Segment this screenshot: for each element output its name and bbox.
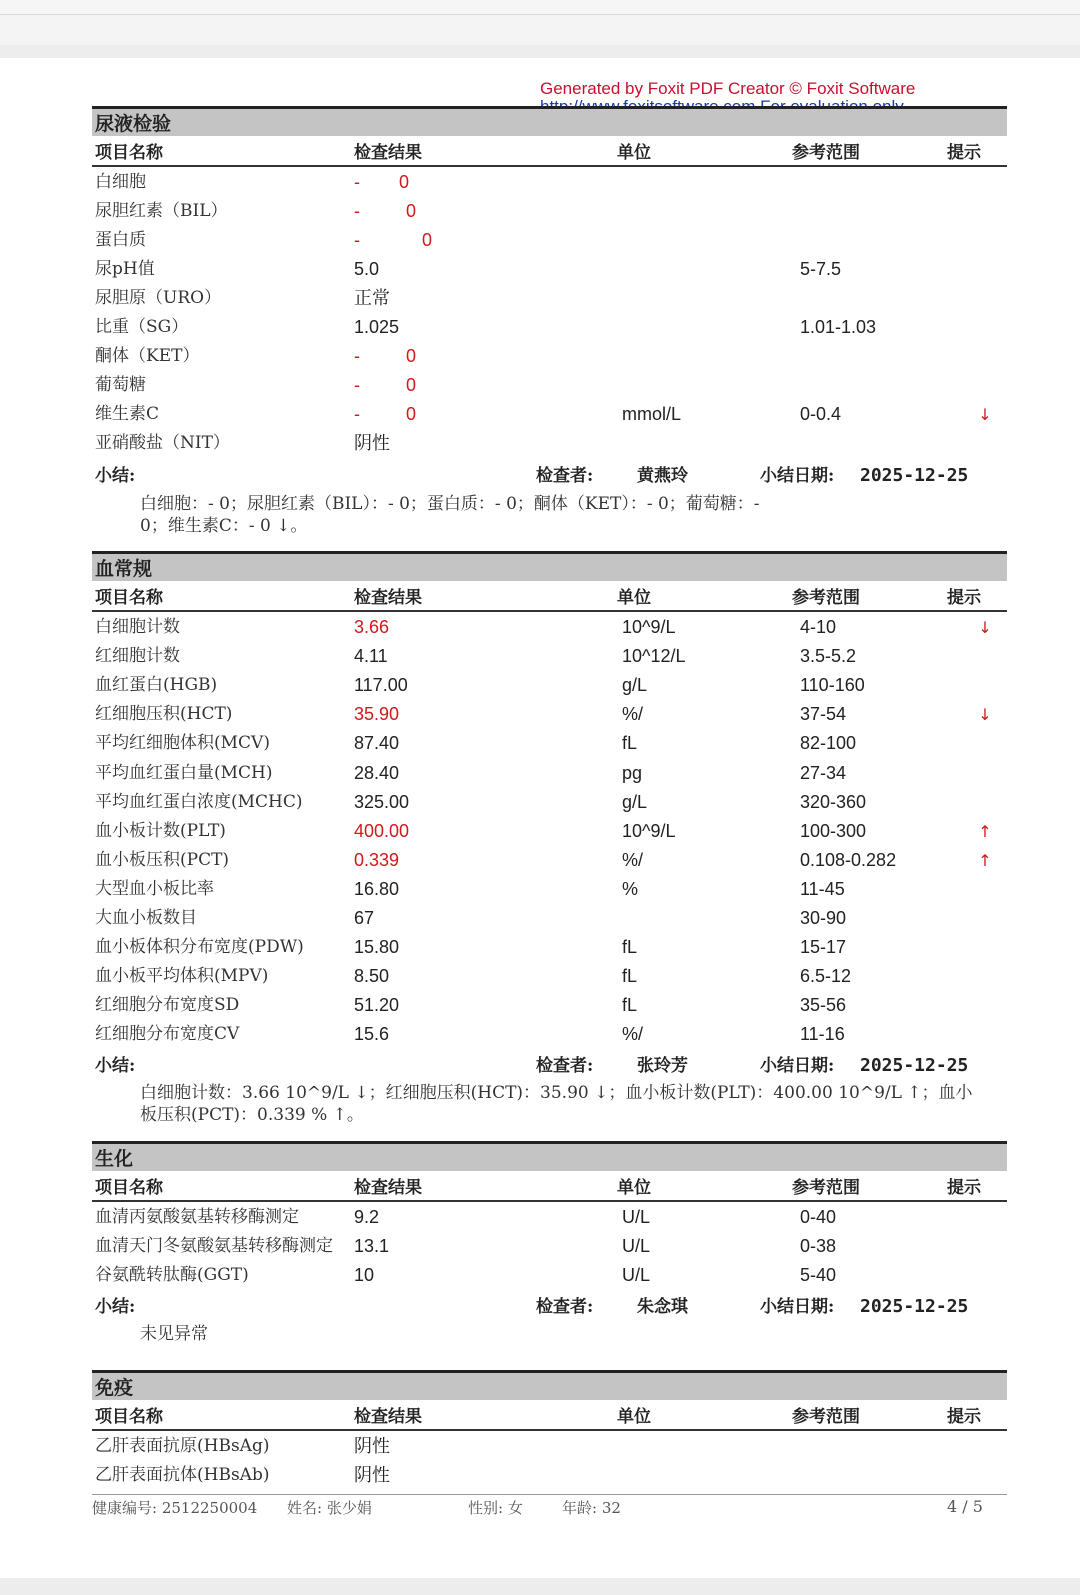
row-reference-range: 0-38	[800, 1236, 837, 1256]
row-unit: fL	[622, 937, 638, 958]
row-name: 大血小板数目	[95, 908, 197, 928]
col-flag: 提示	[947, 1178, 981, 1198]
footer-age: 年龄: 32	[562, 1499, 621, 1517]
table-row	[92, 933, 1007, 962]
summary-date: 2025-12-25	[860, 1055, 969, 1076]
row-name: 平均血红蛋白浓度(MCHC)	[95, 791, 303, 812]
table-row	[92, 400, 1007, 429]
row-reference-range: 4-10	[800, 617, 837, 637]
table-row	[92, 729, 1007, 758]
col-name: 项目名称	[95, 588, 163, 608]
blood-summary-header	[92, 1051, 1007, 1081]
table-row	[92, 226, 1007, 255]
row-result: 117.00	[354, 675, 408, 696]
date-label: 小结日期:	[760, 1056, 835, 1076]
summary-line-2: 0；维生素C：- 0 ↓。	[140, 516, 308, 536]
col-flag: 提示	[947, 143, 981, 163]
row-name: 亚硝酸盐（NIT）	[95, 433, 230, 453]
row-name: 比重（SG）	[95, 317, 189, 337]
col-result: 检查结果	[354, 588, 422, 608]
result-zero: 0	[399, 172, 410, 192]
row-name: 血小板计数(PLT)	[95, 820, 226, 841]
table-row	[92, 1432, 1007, 1461]
row-result	[354, 168, 474, 197]
row-result: 9.2	[354, 1207, 380, 1227]
summary-date: 2025-12-25	[860, 465, 969, 486]
row-reference-range: 320-360	[800, 791, 867, 812]
row-result: 1.025	[354, 317, 400, 337]
row-result: 8.50	[354, 966, 390, 987]
inspector-name: 张玲芳	[637, 1056, 688, 1076]
inspector-label: 检查者:	[536, 466, 594, 486]
row-result: 5.0	[354, 259, 380, 279]
row-unit: 10^12/L	[622, 646, 686, 667]
table-row	[92, 613, 1007, 642]
row-unit: fL	[622, 966, 638, 987]
col-ref: 参考范围	[792, 143, 860, 163]
footer-gender: 性别: 女	[468, 1499, 523, 1517]
result-dash: -	[354, 404, 360, 424]
result-zero: 0	[406, 375, 417, 395]
col-result: 检查结果	[354, 143, 422, 163]
result-dash: -	[354, 201, 360, 221]
row-reference-range: 82-100	[800, 733, 857, 754]
table-row	[92, 700, 1007, 729]
table-row	[92, 1020, 1007, 1049]
column-header-immune	[92, 1402, 1007, 1431]
row-flag-arrow: ↓	[978, 618, 992, 637]
row-reference-range: 15-17	[800, 937, 847, 958]
row-result: 10	[354, 1265, 375, 1285]
result-dash: -	[354, 375, 360, 395]
col-unit: 单位	[617, 1407, 651, 1427]
row-result: 阴性	[354, 1436, 390, 1456]
viewer-top-strip	[0, 0, 1080, 15]
footer-name: 姓名: 张少娟	[287, 1499, 372, 1517]
section-title-blood: 血常规	[92, 551, 1007, 581]
row-reference-range: 11-16	[800, 1024, 845, 1045]
col-unit: 单位	[617, 143, 651, 163]
summary-line-1: 白细胞：- 0；尿胆红素（BIL）：- 0；蛋白质：- 0；酮体（KET）：- 0；葡萄糖：-	[140, 494, 760, 514]
biochem-summary-text	[140, 1323, 990, 1345]
table-row	[92, 962, 1007, 991]
blood-summary-text	[140, 1082, 990, 1126]
row-reference-range: 37-54	[800, 704, 847, 725]
row-unit: fL	[622, 733, 638, 754]
table-row	[92, 875, 1007, 904]
summary-label: 小结:	[95, 466, 136, 486]
row-result: 28.40	[354, 762, 400, 783]
row-result: 325.00	[354, 791, 410, 812]
table-row	[92, 429, 1007, 458]
watermark-line-1: Generated by Foxit PDF Creator © Foxit Software	[540, 79, 916, 98]
row-unit: mmol/L	[622, 404, 682, 424]
row-name: 平均红细胞体积(MCV)	[95, 733, 270, 754]
biochem-summary-header	[92, 1292, 1007, 1322]
row-unit: g/L	[622, 791, 648, 812]
row-result: 13.1	[354, 1236, 390, 1256]
row-unit: 10^9/L	[622, 617, 676, 637]
inspector-label: 检查者:	[536, 1297, 594, 1317]
row-result: 正常	[354, 288, 390, 308]
row-result: 87.40	[354, 733, 400, 754]
col-result: 检查结果	[354, 1178, 422, 1198]
table-row	[92, 642, 1007, 671]
date-label: 小结日期:	[760, 1297, 835, 1317]
row-reference-range: 5-7.5	[800, 259, 842, 279]
row-flag-arrow: ↓	[978, 405, 992, 424]
row-unit: 10^9/L	[622, 820, 676, 841]
table-row	[92, 846, 1007, 875]
row-reference-range: 30-90	[800, 908, 847, 928]
row-name: 白细胞	[95, 172, 146, 192]
inspector-name: 朱念琪	[637, 1297, 688, 1317]
row-reference-range: 6.5-12	[800, 966, 852, 987]
row-unit: %	[622, 878, 639, 899]
row-result: 400.00	[354, 820, 410, 841]
section-title-biochem: 生化	[92, 1141, 1007, 1171]
row-result	[354, 226, 474, 255]
table-row	[92, 342, 1007, 371]
row-flag-arrow: ↓	[978, 705, 992, 725]
report-page	[0, 58, 1080, 1578]
inspector-label: 检查者:	[536, 1056, 594, 1076]
result-zero: 0	[406, 346, 417, 366]
row-result: 0.339	[354, 849, 400, 870]
col-ref: 参考范围	[792, 588, 860, 608]
row-name: 平均血红蛋白量(MCH)	[95, 762, 273, 783]
result-zero: 0	[406, 201, 417, 221]
table-row	[92, 817, 1007, 846]
row-unit: g/L	[622, 675, 648, 696]
col-name: 项目名称	[95, 143, 163, 163]
row-unit: pg	[622, 762, 643, 783]
row-name: 血小板平均体积(MPV)	[95, 966, 269, 987]
page-footer	[92, 1494, 1007, 1519]
table-row	[92, 313, 1007, 342]
row-result	[354, 400, 474, 429]
table-row	[92, 371, 1007, 400]
row-name: 白细胞计数	[95, 617, 180, 637]
row-result	[354, 342, 474, 371]
result-dash: -	[354, 346, 360, 366]
row-result: 3.66	[354, 617, 390, 637]
table-row	[92, 1261, 1007, 1290]
row-result: 阴性	[354, 433, 390, 453]
row-name: 尿胆原（URO）	[95, 288, 222, 308]
col-ref: 参考范围	[792, 1178, 860, 1198]
footer-page-number: 4 / 5	[947, 1497, 983, 1516]
row-result: 4.11	[354, 646, 388, 667]
column-header-blood	[92, 583, 1007, 612]
row-result: 16.80	[354, 878, 400, 899]
inspector-name: 黄燕玲	[637, 466, 688, 486]
row-name: 血红蛋白(HGB)	[95, 675, 218, 696]
row-flag-arrow: ↑	[978, 821, 992, 841]
row-result: 阴性	[354, 1465, 390, 1485]
row-reference-range: 27-34	[800, 762, 847, 783]
summary-date: 2025-12-25	[860, 1296, 969, 1317]
date-label: 小结日期:	[760, 466, 835, 486]
column-header-urine	[92, 138, 1007, 167]
row-reference-range: 3.5-5.2	[800, 646, 857, 667]
row-result: 67	[354, 908, 375, 928]
row-name: 维生素C	[95, 404, 160, 424]
viewer-toolbar-area	[0, 15, 1080, 45]
row-name: 大型血小板比率	[95, 878, 214, 899]
row-reference-range: 1.01-1.03	[800, 317, 877, 337]
row-result: 15.80	[354, 937, 400, 958]
table-row	[92, 1461, 1007, 1490]
row-name: 蛋白质	[95, 230, 146, 250]
table-row	[92, 1203, 1007, 1232]
row-name: 红细胞压积(HCT)	[95, 704, 233, 725]
urine-summary-header	[92, 461, 1007, 491]
col-name: 项目名称	[95, 1407, 163, 1427]
row-reference-range: 0-0.4	[800, 404, 842, 424]
summary-label: 小结:	[95, 1297, 136, 1317]
col-result: 检查结果	[354, 1407, 422, 1427]
row-name: 血清丙氨酸氨基转移酶测定	[95, 1207, 299, 1227]
row-unit: %/	[622, 704, 644, 725]
row-result: 35.90	[354, 704, 400, 725]
row-unit: U/L	[622, 1265, 651, 1285]
row-unit: U/L	[622, 1207, 651, 1227]
row-name: 红细胞计数	[95, 646, 180, 667]
result-zero: 0	[422, 230, 433, 250]
table-row	[92, 284, 1007, 313]
row-reference-range: 5-40	[800, 1265, 837, 1285]
row-name: 谷氨酰转肽酶(GGT)	[95, 1265, 249, 1285]
row-name: 血清天门冬氨酸氨基转移酶测定	[95, 1236, 333, 1256]
col-ref: 参考范围	[792, 1407, 860, 1427]
row-reference-range: 110-160	[800, 675, 865, 696]
row-result	[354, 371, 474, 400]
table-row	[92, 759, 1007, 788]
table-row	[92, 1232, 1007, 1261]
row-unit: %/	[622, 849, 644, 870]
row-result: 15.6	[354, 1024, 390, 1045]
table-row	[92, 197, 1007, 226]
table-row	[92, 168, 1007, 197]
row-name: 红细胞分布宽度CV	[95, 1024, 240, 1045]
row-reference-range: 0.108-0.282	[800, 849, 897, 870]
row-result: 51.20	[354, 995, 400, 1016]
row-unit: fL	[622, 995, 638, 1016]
row-reference-range: 35-56	[800, 995, 847, 1016]
urine-summary-text	[140, 493, 990, 537]
table-row	[92, 904, 1007, 933]
table-row	[92, 671, 1007, 700]
summary-line-2: 板压积(PCT)：0.339 % ↑。	[140, 1105, 364, 1125]
summary-label: 小结:	[95, 1056, 136, 1076]
row-name: 酮体（KET）	[95, 346, 200, 366]
col-flag: 提示	[947, 1407, 981, 1427]
col-name: 项目名称	[95, 1178, 163, 1198]
summary-line-1: 未见异常	[140, 1324, 208, 1344]
result-zero: 0	[406, 404, 417, 424]
row-name: 葡萄糖	[95, 375, 146, 395]
footer-health-id: 健康编号: 2512250004	[92, 1499, 258, 1517]
table-row	[92, 788, 1007, 817]
row-reference-range: 0-40	[800, 1207, 837, 1227]
col-unit: 单位	[617, 588, 651, 608]
table-row	[92, 255, 1007, 284]
summary-line-1: 白细胞计数：3.66 10^9/L ↓；红细胞压积(HCT)：35.90 ↓；血小板计数(PLT)：400.00 10^9/L ↑；血小	[140, 1083, 973, 1103]
row-reference-range: 100-300	[800, 820, 867, 841]
row-name: 尿pH值	[95, 259, 155, 279]
row-name: 红细胞分布宽度SD	[95, 995, 240, 1016]
result-dash: -	[354, 172, 360, 192]
col-unit: 单位	[617, 1178, 651, 1198]
row-reference-range: 11-45	[800, 878, 845, 899]
row-result	[354, 197, 474, 226]
section-title-immune: 免疫	[92, 1370, 1007, 1400]
result-dash: -	[354, 230, 360, 250]
section-title-urine: 尿液检验	[92, 106, 1007, 136]
row-name: 乙肝表面抗原(HBsAg)	[95, 1436, 270, 1456]
column-header-biochem	[92, 1173, 1007, 1202]
row-unit: %/	[622, 1024, 644, 1045]
row-name: 血小板压积(PCT)	[95, 849, 230, 870]
row-unit: U/L	[622, 1236, 651, 1256]
col-flag: 提示	[947, 588, 981, 608]
row-name: 血小板体积分布宽度(PDW)	[95, 937, 304, 958]
row-flag-arrow: ↑	[978, 850, 992, 870]
table-row	[92, 991, 1007, 1020]
row-name: 乙肝表面抗体(HBsAb)	[95, 1465, 270, 1485]
row-name: 尿胆红素（BIL）	[95, 201, 228, 221]
